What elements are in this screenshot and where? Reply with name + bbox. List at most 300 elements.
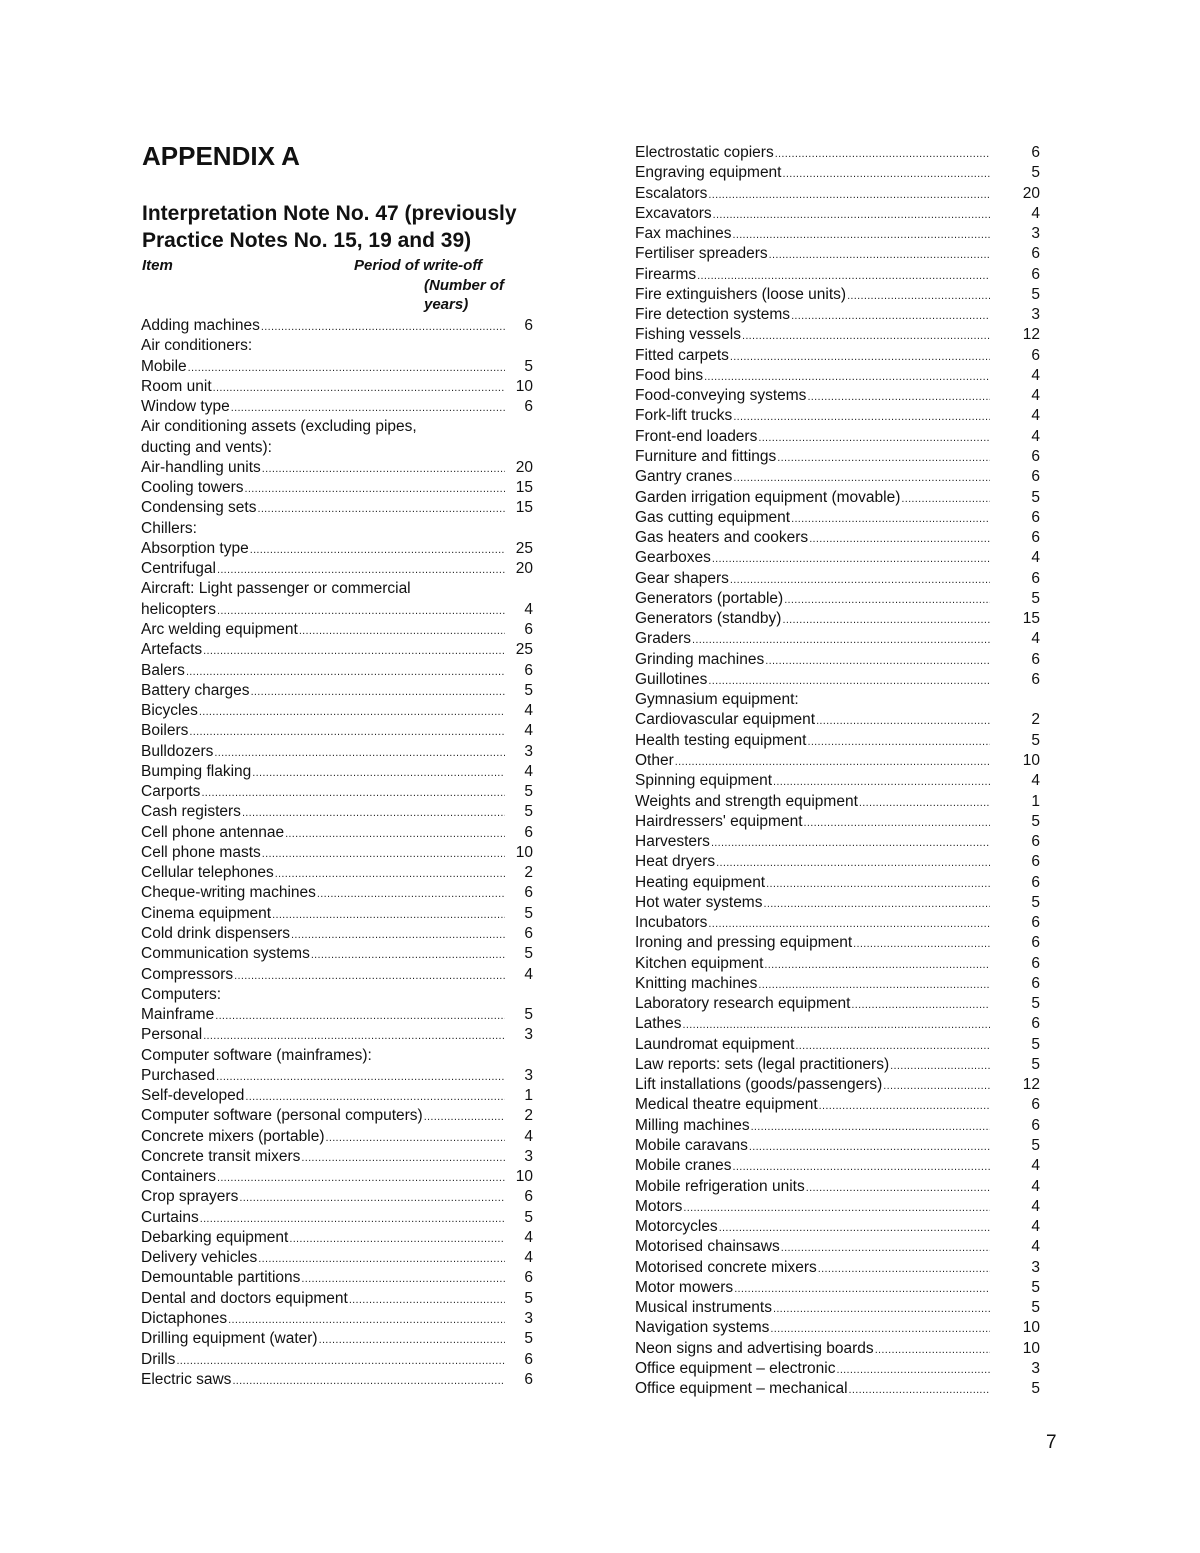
item-label: Heat dryers: [635, 853, 716, 871]
list-item: [635, 508, 1040, 528]
list-item: [635, 1035, 1040, 1055]
list-item: [635, 244, 1040, 264]
list-item: [635, 204, 1040, 224]
item-years: 6: [524, 661, 533, 679]
item-years: 4: [1031, 366, 1040, 384]
list-item: [635, 650, 1040, 670]
list-item: [635, 731, 1040, 751]
dot-leader: [262, 458, 505, 478]
dot-leader: [859, 792, 990, 812]
item-years: 4: [1031, 1157, 1040, 1175]
list-item: [635, 792, 1040, 812]
dot-leader: [242, 802, 505, 822]
item-label: Gymnasium equipment:: [635, 691, 799, 709]
item-label: Law reports: sets (legal practitioners): [635, 1055, 890, 1073]
item-years: 6: [524, 924, 533, 942]
item-years: 12: [1022, 1076, 1040, 1094]
item-years: 6: [524, 1350, 533, 1368]
item-label: Incubators: [635, 914, 708, 932]
list-heading: [141, 336, 533, 356]
item-years: 3: [1031, 306, 1040, 324]
item-years: 6: [1031, 245, 1040, 263]
item-years: 4: [1031, 387, 1040, 405]
list-item: [141, 1268, 533, 1288]
list-heading: [141, 1046, 533, 1066]
dot-leader: [804, 812, 990, 832]
dot-leader: [836, 1359, 990, 1379]
item-label: Firearms: [635, 265, 697, 283]
item-years: 4: [524, 1228, 533, 1246]
item-years: 1: [524, 1087, 533, 1105]
list-item: [635, 954, 1040, 974]
item-label: Mobile: [141, 357, 187, 375]
dot-leader: [289, 1228, 505, 1248]
list-item: [635, 933, 1040, 953]
item-years: 4: [524, 600, 533, 618]
dot-leader: [200, 1208, 505, 1228]
dot-leader: [216, 1066, 505, 1086]
item-years: 6: [524, 1269, 533, 1287]
list-item: [635, 143, 1040, 163]
list-item: [635, 346, 1040, 366]
list-item: [635, 913, 1040, 933]
item-years: 6: [1031, 265, 1040, 283]
item-label: Cell phone antennae: [141, 823, 285, 841]
list-item: [141, 1228, 533, 1248]
item-years: 10: [515, 843, 533, 861]
list-item: [635, 366, 1040, 386]
item-years: 10: [1022, 751, 1040, 769]
list-item: [141, 397, 533, 417]
list-item: [141, 1208, 533, 1228]
item-years: 5: [1031, 1137, 1040, 1155]
dot-leader: [733, 406, 990, 426]
list-item: [635, 751, 1040, 771]
item-label: Artefacts: [141, 641, 203, 659]
item-years: 10: [515, 377, 533, 395]
item-years: 2: [524, 864, 533, 882]
item-years: 4: [524, 762, 533, 780]
item-years: 6: [524, 884, 533, 902]
dot-leader: [186, 661, 505, 681]
dot-leader: [711, 832, 990, 852]
dot-leader: [875, 1339, 990, 1359]
item-label: Compressors: [141, 965, 234, 983]
item-label: Dictaphones: [141, 1310, 228, 1328]
item-label: Fax machines: [635, 225, 732, 243]
item-years: 3: [1031, 1359, 1040, 1377]
item-years: 5: [524, 357, 533, 375]
dot-leader: [807, 386, 990, 406]
item-label: Demountable partitions: [141, 1269, 301, 1287]
item-label: Motors: [635, 1197, 683, 1215]
item-years: 5: [1031, 1299, 1040, 1317]
item-label: Heating equipment: [635, 873, 766, 891]
item-label: Lathes: [635, 1015, 682, 1033]
list-item: [635, 974, 1040, 994]
item-label: Boilers: [141, 722, 189, 740]
dot-leader: [712, 548, 990, 568]
dot-leader: [784, 589, 990, 609]
item-years: 6: [1031, 934, 1040, 952]
item-label: Fertiliser spreaders: [635, 245, 768, 263]
list-item: [141, 904, 533, 924]
list-item: [141, 498, 533, 518]
dot-leader: [325, 1127, 505, 1147]
dot-leader: [272, 904, 505, 924]
dot-leader: [782, 609, 990, 629]
item-label: Gear shapers: [635, 569, 729, 587]
item-label: Centrifugal: [141, 560, 216, 578]
dot-leader: [257, 498, 505, 518]
list-item: [635, 569, 1040, 589]
dot-leader: [734, 1278, 990, 1298]
dot-leader: [819, 1095, 990, 1115]
item-years: 5: [1031, 488, 1040, 506]
item-years: 6: [1031, 833, 1040, 851]
dot-leader: [781, 1237, 990, 1257]
list-item: [635, 184, 1040, 204]
item-years: 3: [524, 1066, 533, 1084]
list-item: [141, 357, 533, 377]
dot-leader: [234, 965, 505, 985]
dot-leader: [758, 974, 990, 994]
list-item: [141, 661, 533, 681]
item-years: 4: [524, 722, 533, 740]
left-column-list: [141, 316, 533, 1390]
list-item: [635, 994, 1040, 1014]
list-item: [635, 1237, 1040, 1257]
dot-leader: [783, 163, 991, 183]
item-label: Purchased: [141, 1066, 216, 1084]
dot-leader: [713, 204, 990, 224]
dot-leader: [683, 1014, 990, 1034]
dot-leader: [791, 305, 990, 325]
dot-leader: [683, 1197, 990, 1217]
item-label: Kitchen equipment: [635, 954, 764, 972]
dot-leader: [775, 143, 990, 163]
list-item: [635, 873, 1040, 893]
dot-leader: [766, 873, 990, 893]
item-label: Gearboxes: [635, 549, 711, 567]
document-subtitle: [142, 200, 582, 254]
list-item: [635, 609, 1040, 629]
item-years: 4: [1031, 427, 1040, 445]
item-label: Ironing and pressing equipment: [635, 934, 853, 952]
item-label: Electrostatic copiers: [635, 144, 774, 161]
item-years: 6: [1031, 670, 1040, 688]
list-item: [141, 539, 533, 559]
item-years: 5: [1031, 285, 1040, 303]
dot-leader: [692, 629, 990, 649]
list-item: [635, 1298, 1040, 1318]
list-item: [635, 1379, 1040, 1399]
item-years: 6: [1031, 1116, 1040, 1134]
item-years: 2: [524, 1107, 533, 1125]
list-item: [141, 802, 533, 822]
dot-leader: [730, 346, 990, 366]
item-label: Office equipment – mechanical: [635, 1380, 848, 1398]
dot-leader: [291, 924, 505, 944]
item-years: 12: [1022, 326, 1040, 344]
item-label: Knitting machines: [635, 974, 758, 992]
list-item: [141, 701, 533, 721]
item-label: Concrete transit mixers: [141, 1147, 301, 1165]
list-item: [635, 1197, 1040, 1217]
item-label: Mobile refrigeration units: [635, 1177, 805, 1195]
item-years: 3: [1031, 225, 1040, 243]
list-item: [635, 1339, 1040, 1359]
dot-leader: [217, 559, 505, 579]
dot-leader: [853, 933, 990, 953]
dot-leader: [769, 244, 990, 264]
item-years: 5: [524, 1330, 533, 1348]
item-label: Cheque-writing machines: [141, 884, 316, 902]
item-label: Grinding machines: [635, 650, 765, 668]
item-years: 3: [524, 742, 533, 760]
dot-leader: [319, 1329, 505, 1349]
item-label: Musical instruments: [635, 1299, 772, 1317]
dot-leader: [890, 1055, 990, 1075]
dot-leader: [704, 366, 990, 386]
dot-leader: [258, 1248, 505, 1268]
item-years: 6: [1031, 468, 1040, 486]
list-item: [635, 548, 1040, 568]
item-years: 4: [524, 1127, 533, 1145]
item-years: 6: [1031, 447, 1040, 465]
dot-leader: [708, 670, 990, 690]
list-item: [635, 1318, 1040, 1338]
list-item: [141, 1005, 533, 1025]
dot-leader: [732, 224, 990, 244]
item-label: Other: [635, 751, 674, 769]
right-column-list: [635, 143, 1040, 1399]
list-item: [141, 681, 533, 701]
list-item: [635, 528, 1040, 548]
item-years: 1: [1031, 792, 1040, 810]
dot-leader: [213, 377, 505, 397]
item-years: 4: [1031, 772, 1040, 790]
item-years: 5: [1031, 1278, 1040, 1296]
dot-leader: [816, 710, 990, 730]
item-label: Absorption type: [141, 539, 249, 557]
list-item: [141, 559, 533, 579]
list-heading: [141, 438, 533, 458]
dot-leader: [201, 782, 505, 802]
item-label: Generators (portable): [635, 589, 784, 607]
item-years: 6: [524, 620, 533, 638]
list-item: [141, 478, 533, 498]
list-item: [635, 406, 1040, 426]
dot-leader: [883, 1075, 990, 1095]
item-label: Cooling towers: [141, 479, 244, 497]
item-label: ducting and vents):: [141, 438, 272, 456]
item-years: 5: [1031, 589, 1040, 607]
list-item: [141, 620, 533, 640]
item-years: 10: [1022, 1319, 1040, 1337]
item-label: Fire detection systems: [635, 306, 791, 324]
item-years: 6: [1031, 873, 1040, 891]
dot-leader: [849, 1379, 990, 1399]
item-label: Neon signs and advertising boards: [635, 1339, 874, 1357]
item-label: Aircraft: Light passenger or commercial: [141, 580, 411, 598]
item-years: 5: [524, 681, 533, 699]
item-label: Hot water systems: [635, 893, 763, 911]
item-label: Condensing sets: [141, 499, 257, 517]
list-item: [141, 1350, 533, 1370]
list-item: [635, 771, 1040, 791]
item-label: Cinema equipment: [141, 904, 272, 922]
item-label: Escalators: [635, 184, 708, 202]
dot-leader: [708, 913, 990, 933]
list-item: [141, 1329, 533, 1349]
item-label: helicopters: [141, 600, 216, 618]
dot-leader: [758, 427, 990, 447]
item-years: 5: [524, 1289, 533, 1307]
list-item: [635, 893, 1040, 913]
list-item: [141, 843, 533, 863]
list-item: [635, 447, 1040, 467]
dot-leader: [214, 742, 505, 762]
dot-leader: [262, 843, 505, 863]
item-label: Dental and doctors equipment: [141, 1289, 348, 1307]
item-label: Delivery vehicles: [141, 1249, 258, 1267]
item-years: 15: [1022, 610, 1040, 628]
dot-leader: [217, 1167, 505, 1187]
dot-leader: [716, 852, 990, 872]
list-item: [141, 1147, 533, 1167]
item-years: 6: [1031, 1096, 1040, 1114]
item-label: Fork-lift trucks: [635, 407, 733, 425]
item-label: Spinning equipment: [635, 772, 773, 790]
column-header-period: [354, 256, 554, 315]
column-header-period-line-2: (Number of: [424, 276, 504, 294]
item-years: 6: [1031, 974, 1040, 992]
dot-leader: [795, 1035, 990, 1055]
list-item: [141, 1106, 533, 1126]
item-label: Personal: [141, 1026, 203, 1044]
item-label: Gantry cranes: [635, 468, 733, 486]
item-label: Cellular telephones: [141, 864, 274, 882]
item-label: Food-conveying systems: [635, 387, 807, 405]
item-label: Garden irrigation equipment (movable): [635, 488, 901, 506]
dot-leader: [733, 1156, 991, 1176]
item-years: 5: [1031, 1035, 1040, 1053]
item-years: 6: [524, 1188, 533, 1206]
item-label: Gas cutting equipment: [635, 508, 791, 526]
item-label: Motorised concrete mixers: [635, 1258, 817, 1276]
item-years: 6: [524, 823, 533, 841]
dot-leader: [231, 397, 505, 417]
dot-leader: [250, 539, 505, 559]
item-label: Computer software (personal computers): [141, 1107, 423, 1125]
dot-leader: [261, 316, 505, 336]
dot-leader: [203, 1025, 505, 1045]
dot-leader: [742, 325, 990, 345]
list-item: [635, 1217, 1040, 1237]
list-item: [635, 1075, 1040, 1095]
dot-leader: [215, 1005, 505, 1025]
list-item: [635, 285, 1040, 305]
item-label: Mobile cranes: [635, 1157, 732, 1175]
list-item: [635, 467, 1040, 487]
list-item: [141, 640, 533, 660]
item-label: Arc welding equipment: [141, 620, 298, 638]
item-years: 4: [1031, 549, 1040, 567]
item-years: 25: [515, 641, 533, 659]
item-years: 5: [1031, 1055, 1040, 1073]
list-item: [141, 1025, 533, 1045]
list-item: [635, 1156, 1040, 1176]
list-item: [141, 782, 533, 802]
item-label: Fishing vessels: [635, 326, 741, 344]
list-item: [141, 458, 533, 478]
item-years: 15: [515, 499, 533, 517]
dot-leader: [851, 994, 990, 1014]
column-header-period-line-1: Period of write-off: [354, 257, 483, 274]
dot-leader: [675, 751, 990, 771]
item-label: Front-end loaders: [635, 427, 758, 445]
dot-leader: [251, 681, 505, 701]
dot-leader: [245, 478, 505, 498]
subtitle-line-2: Practice Notes No. 15, 19 and 39): [142, 229, 472, 252]
list-item: [141, 1248, 533, 1268]
list-item: [635, 1359, 1040, 1379]
item-label: Office equipment – electronic: [635, 1359, 836, 1377]
item-years: 4: [524, 702, 533, 720]
list-heading: [141, 985, 533, 1005]
item-years: 5: [1031, 893, 1040, 911]
list-item: [141, 1167, 533, 1187]
item-label: Laundromat equipment: [635, 1035, 795, 1053]
item-label: Concrete mixers (portable): [141, 1127, 325, 1145]
item-label: Computer software (mainframes):: [141, 1046, 372, 1064]
item-years: 4: [524, 965, 533, 983]
list-item: [635, 1278, 1040, 1298]
column-header-item: Item: [142, 257, 173, 274]
dot-leader: [301, 1147, 505, 1167]
item-years: 4: [1031, 630, 1040, 648]
list-item: [141, 863, 533, 883]
list-item: [635, 265, 1040, 285]
dot-leader: [311, 944, 505, 964]
item-label: Window type: [141, 398, 230, 416]
dot-leader: [424, 1106, 505, 1126]
dot-leader: [763, 893, 990, 913]
dot-leader: [252, 762, 505, 782]
list-item: [141, 721, 533, 741]
item-label: Motorcycles: [635, 1218, 718, 1236]
item-years: 6: [524, 317, 533, 334]
dot-leader: [847, 285, 990, 305]
dot-leader: [764, 954, 990, 974]
list-item: [141, 924, 533, 944]
list-item: [141, 965, 533, 985]
item-label: Mobile caravans: [635, 1137, 748, 1155]
dot-leader: [751, 1116, 990, 1136]
item-label: Health testing equipment: [635, 731, 807, 749]
dot-leader: [203, 640, 505, 660]
item-label: Cell phone masts: [141, 843, 261, 861]
list-item: [141, 316, 533, 336]
item-label: Air-handling units: [141, 458, 261, 476]
item-label: Excavators: [635, 204, 712, 222]
dot-leader: [176, 1350, 505, 1370]
dot-leader: [228, 1309, 505, 1329]
list-item: [635, 812, 1040, 832]
subtitle-line-1: Interpretation Note No. 47 (previously: [142, 202, 517, 225]
dot-leader: [239, 1187, 505, 1207]
